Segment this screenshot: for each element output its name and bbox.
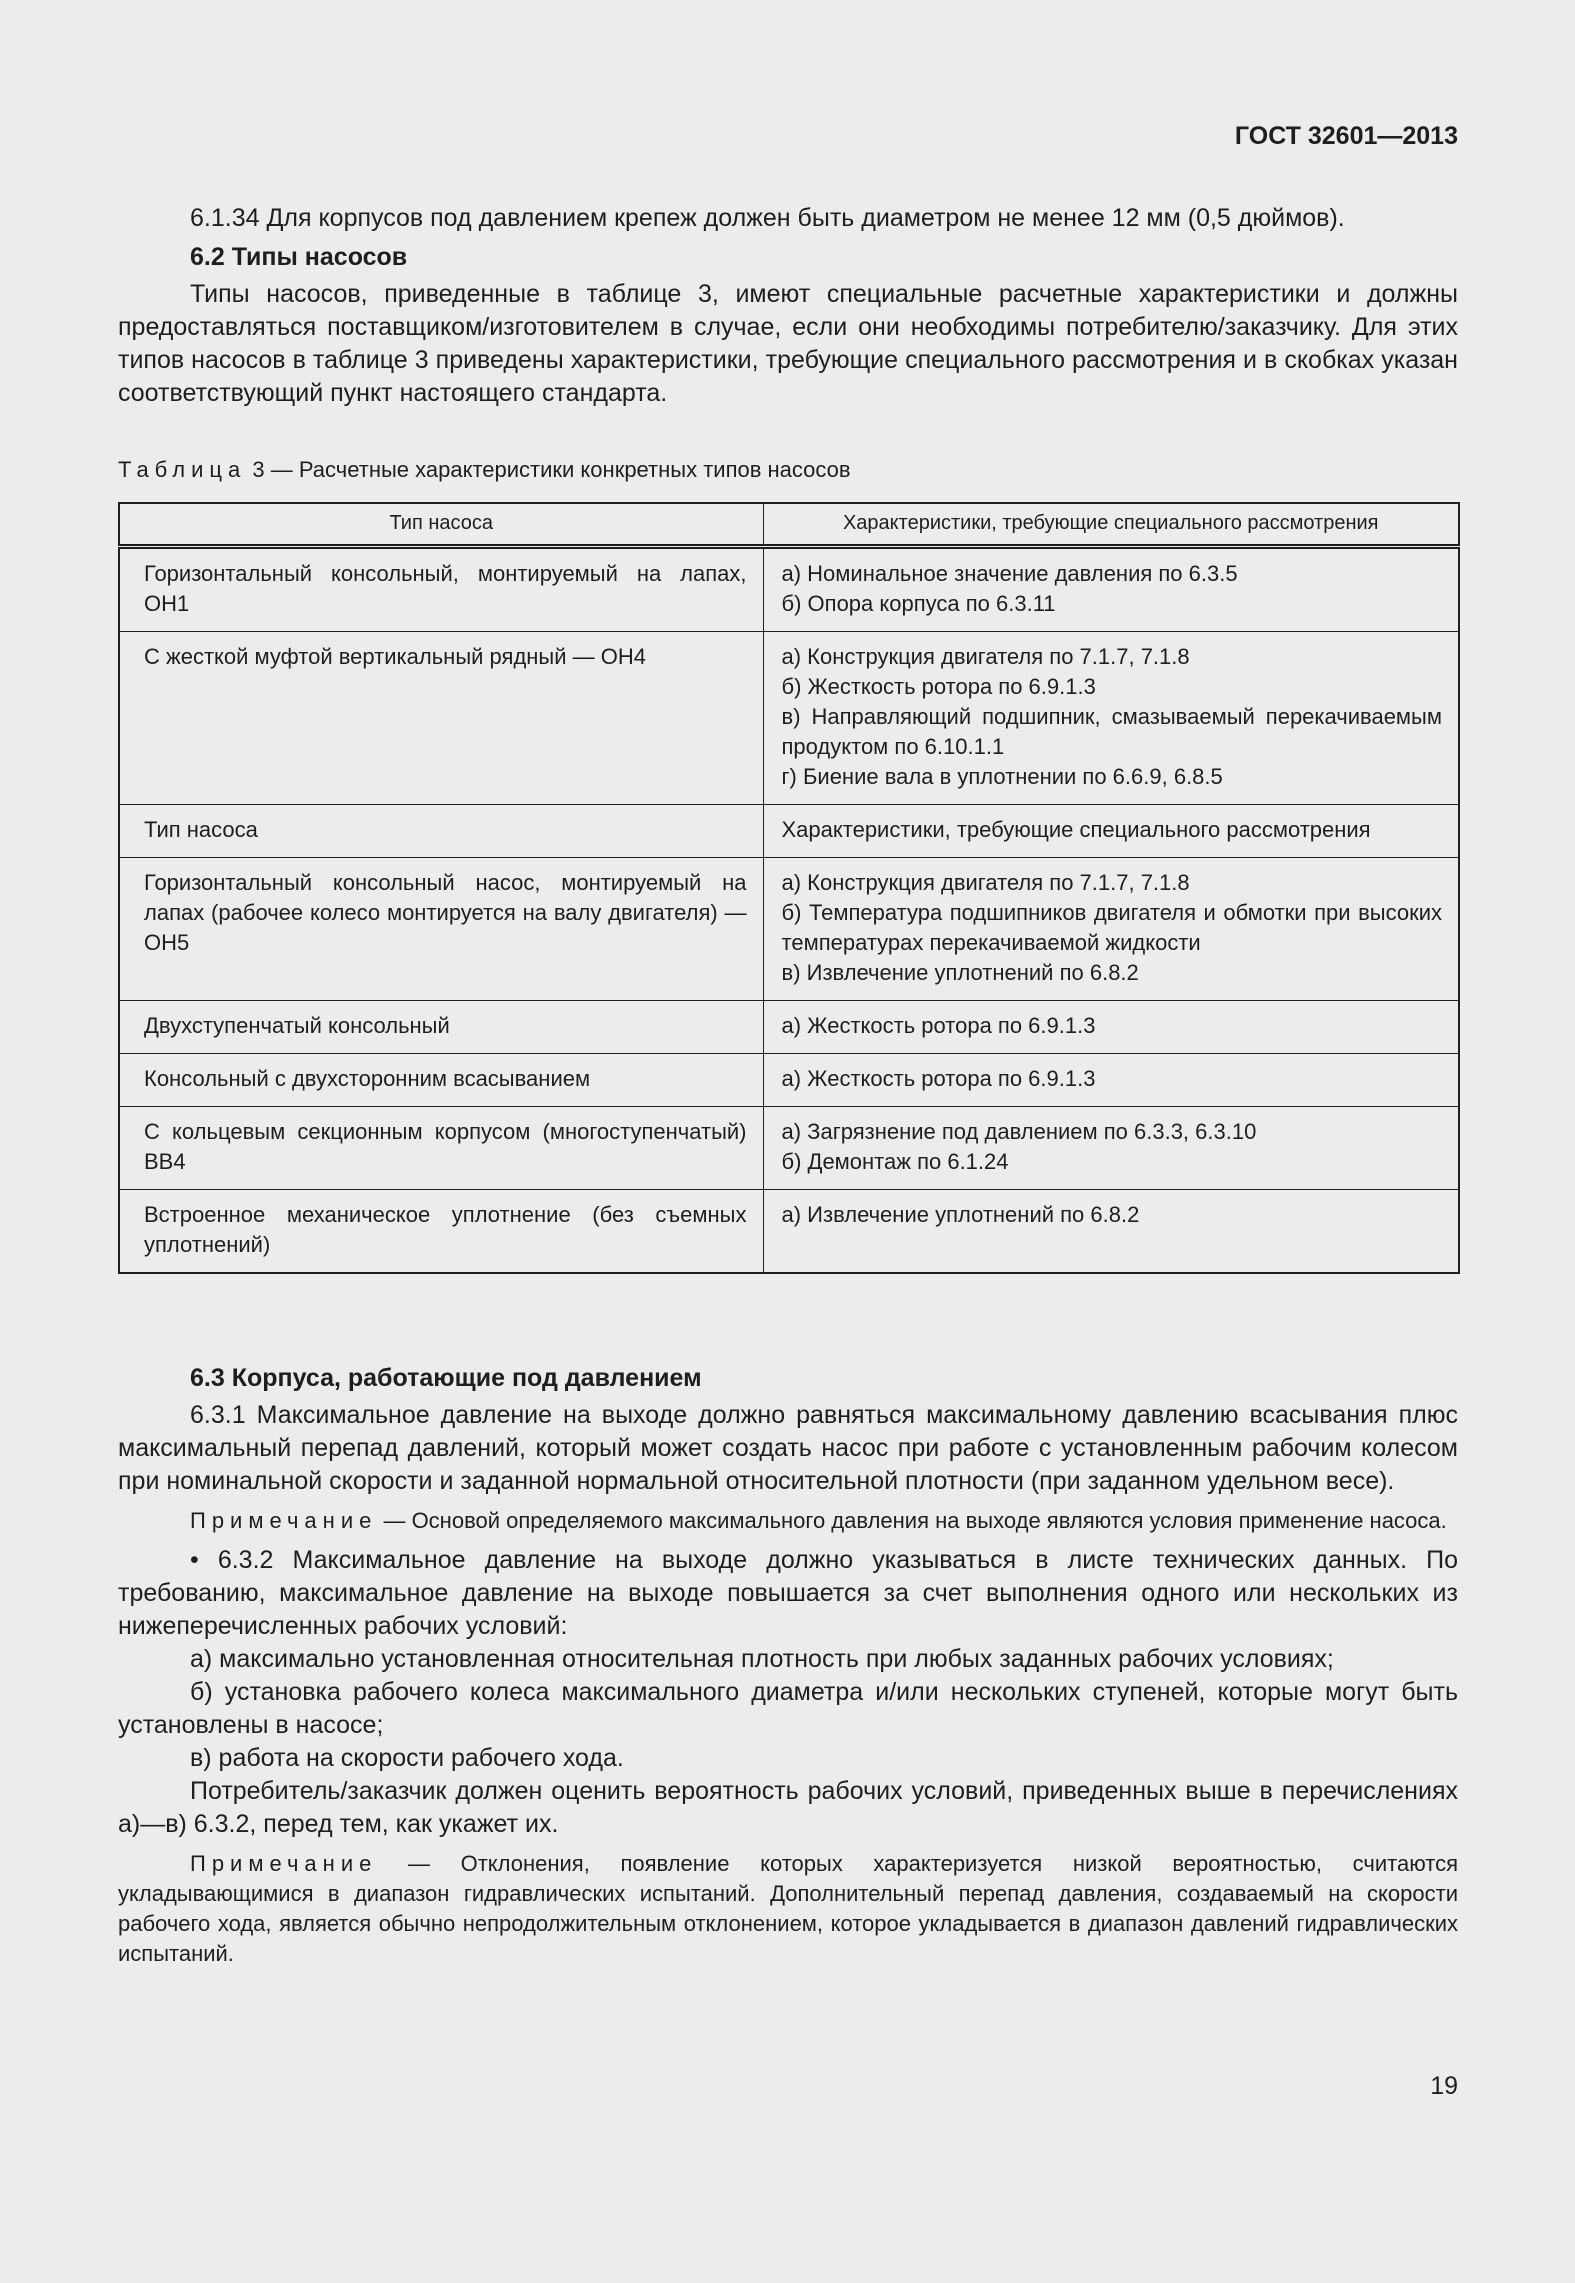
cell-characteristics: а) Номинальное значение давления по 6.3.5 б) Опора корпуса по 6.3.11 — [763, 547, 1459, 632]
paragraph-6-1-34: 6.1.34 Для корпусов под давлением крепеж должен быть диаметром не менее 12 мм (0,5 дюймов). — [190, 204, 1345, 232]
table-wrapper — [118, 502, 1460, 1274]
cell-characteristics: а) Загрязнение под давлением по 6.3.3, 6.3.10 б) Демонтаж по 6.1.24 — [763, 1107, 1459, 1190]
cell-characteristics: а) Конструкция двигателя по 7.1.7, 7.1.8 б) Температура подшипников двигателя и обмотки при высоких температурах перекачиваемой жидкости в) Извлечение уплотнений по 6.8.2 — [763, 858, 1459, 1001]
table-row — [119, 1107, 1459, 1190]
cell-characteristics: а) Конструкция двигателя по 7.1.7, 7.1.8 б) Жесткость ротора по 6.9.1.3 в) Направляющий подшипник, смазываемый перекачиваемым продуктом по 6.10.1.1 г) Биение вала в уплотнении по 6.6.9, 6.8.5 — [763, 632, 1459, 805]
cell-characteristics: Характеристики, требующие специального рассмотрения — [763, 805, 1459, 858]
paragraph-consumer: Потребитель/заказчик должен оценить вероятность рабочих условий, приведенных выше в перечислениях а)—в) 6.3.2, перед тем, как укажет их. — [118, 1777, 1458, 1838]
table-row — [119, 858, 1459, 1001]
section-6-3 — [118, 1362, 1458, 1969]
table-row — [119, 547, 1459, 632]
document-page — [118, 0, 1458, 2283]
standard-header: ГОСТ 32601—2013 — [1234, 122, 1458, 150]
table-row — [119, 632, 1459, 805]
cell-pump-type: Горизонтальный консольный, монтируемый на лапах, ОН1 — [119, 547, 763, 632]
page-number: 19 — [1430, 2072, 1458, 2100]
cell-characteristics: а) Извлечение уплотнений по 6.8.2 — [763, 1190, 1459, 1274]
list-item-c: в) работа на скорости рабочего хода. — [190, 1744, 624, 1772]
paragraph-6-3-1: 6.3.1 Максимальное давление на выходе должно равняться максимальному давлению всасывания плюс максимальный перепад давлений, который может создать насос при работе с установленным рабочим колесом при номинальной скорости и заданной нормальной относительной плотности (при заданном удельном весе). — [118, 1401, 1458, 1495]
intro-block — [118, 202, 1458, 410]
header-cell-chars: Характеристики, требующие специального рассмотрения — [763, 503, 1459, 547]
paragraph-6-3-2: • 6.3.2 Максимальное давление на выходе должно указываться в листе технических данных. По требованию, максимальное давление на выходе повышается за счет выполнения одного или нескольких из нижеперечисленных рабочих условий: — [118, 1546, 1458, 1640]
heading-6-2: 6.2 Типы насосов — [190, 243, 408, 271]
cell-pump-type: Встроенное механическое уплотнение (без съемных уплотнений) — [119, 1190, 763, 1274]
heading-6-3: 6.3 Корпуса, работающие под давлением — [190, 1364, 702, 1392]
cell-pump-type: С жесткой муфтой вертикальный рядный — ОН4 — [119, 632, 763, 805]
paragraph-6-2: Типы насосов, приведенные в таблице 3, имеют специальные расчетные характеристики и должны предоставляться поставщиком/изготовителем в случае, если они необходимы потребителю/заказчику. Для этих типов насосов в таблице 3 приведены характеристики, требующие специального рассмотрения и в скобках указан соответствующий пункт настоящего стандарта. — [118, 280, 1458, 407]
cell-pump-type: Консольный с двухсторонним всасыванием — [119, 1054, 763, 1107]
cell-pump-type: Двухступенчатый консольный — [119, 1001, 763, 1054]
table-row — [119, 1054, 1459, 1107]
cell-characteristics: а) Жесткость ротора по 6.9.1.3 — [763, 1054, 1459, 1107]
note-1: Примечание — Основой определяемого максимального давления на выходе являются условия применение насоса. — [190, 1508, 1447, 1533]
table-row — [119, 1190, 1459, 1274]
table-row-repeated-header — [119, 805, 1459, 858]
header-cell-type: Тип насоса — [119, 503, 763, 547]
list-item-a: а) максимально установленная относительная плотность при любых заданных рабочих условиях; — [190, 1645, 1334, 1673]
table-header-row — [119, 503, 1459, 547]
list-item-b: б) установка рабочего колеса максимального диаметра и/или нескольких ступеней, которые могут быть установлены в насосе; — [118, 1678, 1458, 1739]
note-2: Примечание — Отклонения, появление которых характеризуется низкой вероятностью, считаются укладывающимися в диапазон гидравлических испытаний. Дополнительный перепад давления, создаваемый на скорости рабочего хода, является обычно непродолжительным отклонением, которое укладывается в диапазон давлений гидравлических испытаний. — [118, 1851, 1458, 1966]
table-caption: Таблица 3 — Расчетные характеристики конкретных типов насосов — [118, 457, 851, 482]
table-row — [119, 1001, 1459, 1054]
cell-pump-type: Горизонтальный консольный насос, монтируемый на лапах (рабочее колесо монтируется на валу двигателя) — ОН5 — [119, 858, 763, 1001]
cell-characteristics: а) Жесткость ротора по 6.9.1.3 — [763, 1001, 1459, 1054]
pump-types-table — [118, 502, 1460, 1274]
cell-pump-type: С кольцевым секционным корпусом (многоступенчатый) ВВ4 — [119, 1107, 763, 1190]
cell-pump-type: Тип насоса — [119, 805, 763, 858]
